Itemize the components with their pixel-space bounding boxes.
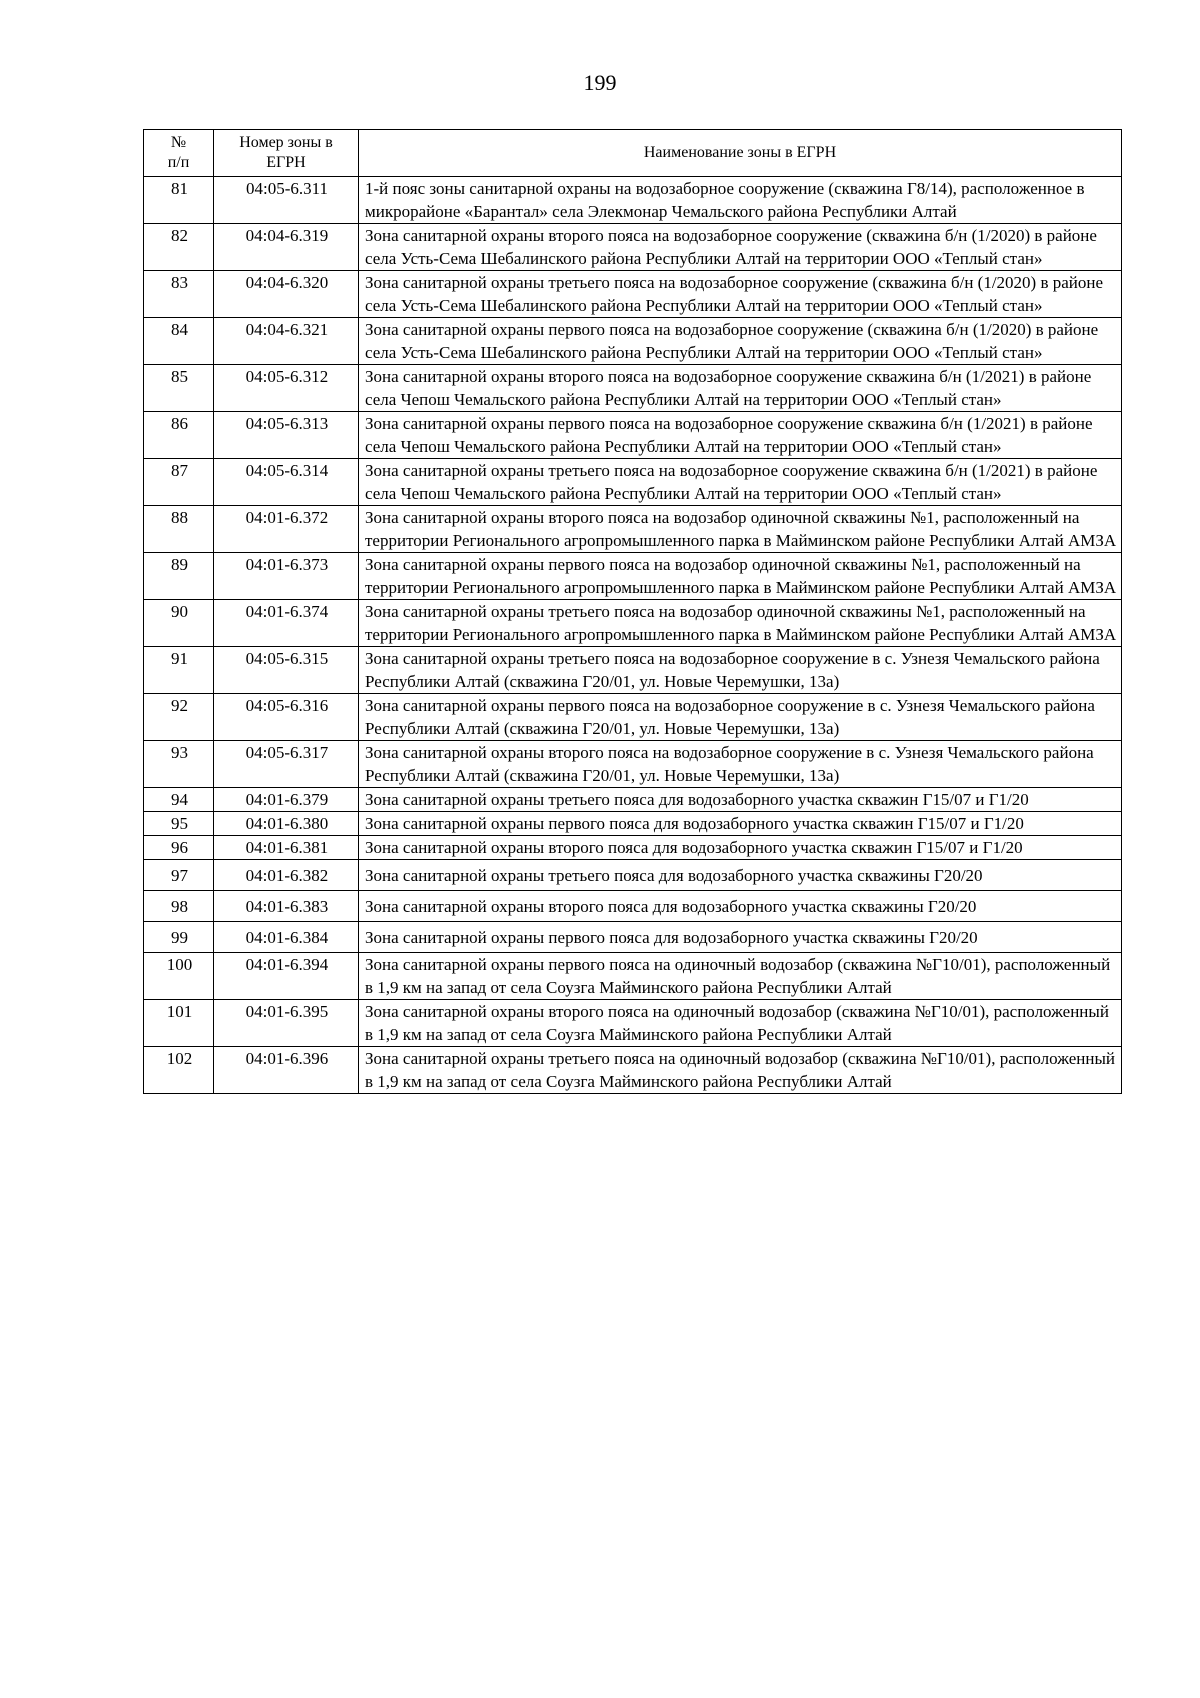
cell-code: 04:01-6.396 — [214, 1047, 359, 1094]
cell-num: 93 — [144, 741, 214, 788]
cell-num: 98 — [144, 891, 214, 922]
cell-name: Зона санитарной охраны третьего пояса на одиночный водозабор (скважина №Г10/01), расположенный в 1,9 км на запад от села Соузга Майминского района Республики Алтай — [359, 1047, 1122, 1094]
cell-num: 92 — [144, 694, 214, 741]
cell-code: 04:05-6.316 — [214, 694, 359, 741]
cell-name: Зона санитарной охраны третьего пояса для водозаборного участка скважин Г15/07 и Г1/20 — [359, 788, 1122, 812]
cell-code: 04:01-6.384 — [214, 922, 359, 953]
table-row — [144, 788, 1122, 812]
cell-name: Зона санитарной охраны первого пояса на водозаборное сооружение в с. Узнезя Чемальского района Республики Алтай (скважина Г20/01, ул. Новые Черемушки, 13а) — [359, 694, 1122, 741]
cell-num: 95 — [144, 812, 214, 836]
table-body — [144, 177, 1122, 1094]
cell-name: Зона санитарной охраны второго пояса на водозаборное сооружение скважина б/н (1/2021) в районе села Чепош Чемальского района Республики Алтай на территории ООО «Теплый стан» — [359, 365, 1122, 412]
cell-name: 1-й пояс зоны санитарной охраны на водозаборное сооружение (скважина Г8/14), расположенное в микрорайоне «Барантал» села Элекмонар Чемальского района Республики Алтай — [359, 177, 1122, 224]
cell-num: 84 — [144, 318, 214, 365]
cell-num: 90 — [144, 600, 214, 647]
cell-code: 04:04-6.320 — [214, 271, 359, 318]
cell-code: 04:01-6.382 — [214, 860, 359, 891]
header-name: Наименование зоны в ЕГРН — [359, 130, 1122, 177]
cell-name: Зона санитарной охраны второго пояса на водозаборное сооружение (скважина б/н (1/2020) в районе села Усть-Сема Шебалинского района Республики Алтай на территории ООО «Теплый стан» — [359, 224, 1122, 271]
cell-name: Зона санитарной охраны третьего пояса на водозаборное сооружение скважина б/н (1/2021) в районе села Чепош Чемальского района Республики Алтай на территории ООО «Теплый стан» — [359, 459, 1122, 506]
table-row — [144, 553, 1122, 600]
cell-name: Зона санитарной охраны первого пояса для водозаборного участка скважин Г15/07 и Г1/20 — [359, 812, 1122, 836]
table-row — [144, 953, 1122, 1000]
cell-num: 82 — [144, 224, 214, 271]
cell-num: 86 — [144, 412, 214, 459]
cell-num: 100 — [144, 953, 214, 1000]
cell-name: Зона санитарной охраны третьего пояса для водозаборного участка скважины Г20/20 — [359, 860, 1122, 891]
cell-code: 04:01-6.372 — [214, 506, 359, 553]
table-row — [144, 506, 1122, 553]
table-row — [144, 459, 1122, 506]
page-number: 199 — [583, 70, 617, 95]
cell-code: 04:05-6.317 — [214, 741, 359, 788]
cell-name: Зона санитарной охраны второго пояса для водозаборного участка скважин Г15/07 и Г1/20 — [359, 836, 1122, 860]
cell-name: Зона санитарной охраны второго пояса на водозаборное сооружение в с. Узнезя Чемальского района Республики Алтай (скважина Г20/01, ул. Новые Черемушки, 13а) — [359, 741, 1122, 788]
table-row — [144, 812, 1122, 836]
cell-num: 85 — [144, 365, 214, 412]
table-row — [144, 922, 1122, 953]
header-code: Номер зоны в ЕГРН — [214, 130, 359, 177]
table-row — [144, 412, 1122, 459]
cell-num: 94 — [144, 788, 214, 812]
table-row — [144, 365, 1122, 412]
cell-code: 04:04-6.321 — [214, 318, 359, 365]
table-row — [144, 1000, 1122, 1047]
table-row — [144, 694, 1122, 741]
cell-num: 96 — [144, 836, 214, 860]
cell-code: 04:05-6.314 — [214, 459, 359, 506]
table-row — [144, 860, 1122, 891]
cell-name: Зона санитарной охраны второго пояса для водозаборного участка скважины Г20/20 — [359, 891, 1122, 922]
cell-code: 04:04-6.319 — [214, 224, 359, 271]
cell-num: 88 — [144, 506, 214, 553]
cell-name: Зона санитарной охраны третьего пояса на водозабор одиночной скважины №1, расположенный на территории Регионального агропромышленного парка в Майминском районе Республики Алтай АМЗА — [359, 600, 1122, 647]
table-row — [144, 836, 1122, 860]
cell-name: Зона санитарной охраны первого пояса на водозаборное сооружение скважина б/н (1/2021) в районе села Чепош Чемальского района Республики Алтай на территории ООО «Теплый стан» — [359, 412, 1122, 459]
cell-num: 91 — [144, 647, 214, 694]
cell-num: 83 — [144, 271, 214, 318]
zones-table — [143, 129, 1122, 1094]
cell-code: 04:01-6.395 — [214, 1000, 359, 1047]
table-row — [144, 224, 1122, 271]
cell-code: 04:01-6.380 — [214, 812, 359, 836]
cell-code: 04:05-6.312 — [214, 365, 359, 412]
cell-name: Зона санитарной охраны первого пояса на водозабор одиночной скважины №1, расположенный на территории Регионального агропромышленного парка в Майминском районе Республики Алтай АМЗА — [359, 553, 1122, 600]
cell-code: 04:01-6.374 — [214, 600, 359, 647]
cell-code: 04:05-6.315 — [214, 647, 359, 694]
cell-num: 102 — [144, 1047, 214, 1094]
table-row — [144, 647, 1122, 694]
cell-code: 04:01-6.381 — [214, 836, 359, 860]
header-num: № п/п — [144, 130, 214, 177]
cell-num: 81 — [144, 177, 214, 224]
cell-name: Зона санитарной охраны второго пояса на одиночный водозабор (скважина №Г10/01), расположенный в 1,9 км на запад от села Соузга Майминского района Республики Алтай — [359, 1000, 1122, 1047]
cell-num: 97 — [144, 860, 214, 891]
table-row — [144, 271, 1122, 318]
table-row — [144, 600, 1122, 647]
cell-code: 04:01-6.383 — [214, 891, 359, 922]
cell-code: 04:01-6.379 — [214, 788, 359, 812]
table-row — [144, 741, 1122, 788]
cell-code: 04:05-6.311 — [214, 177, 359, 224]
cell-name: Зона санитарной охраны первого пояса на одиночный водозабор (скважина №Г10/01), расположенный в 1,9 км на запад от села Соузга Майминского района Республики Алтай — [359, 953, 1122, 1000]
cell-name: Зона санитарной охраны третьего пояса на водозаборное сооружение в с. Узнезя Чемальского района Республики Алтай (скважина Г20/01, ул. Новые Черемушки, 13а) — [359, 647, 1122, 694]
cell-code: 04:05-6.313 — [214, 412, 359, 459]
cell-num: 87 — [144, 459, 214, 506]
cell-code: 04:01-6.394 — [214, 953, 359, 1000]
table-row — [144, 1047, 1122, 1094]
cell-name: Зона санитарной охраны первого пояса на водозаборное сооружение (скважина б/н (1/2020) в районе села Усть-Сема Шебалинского района Республики Алтай на территории ООО «Теплый стан» — [359, 318, 1122, 365]
table-header-row — [144, 130, 1122, 177]
table-row — [144, 891, 1122, 922]
cell-name: Зона санитарной охраны третьего пояса на водозаборное сооружение (скважина б/н (1/2020) в районе села Усть-Сема Шебалинского района Республики Алтай на территории ООО «Теплый стан» — [359, 271, 1122, 318]
cell-num: 89 — [144, 553, 214, 600]
table-row — [144, 318, 1122, 365]
cell-name: Зона санитарной охраны второго пояса на водозабор одиночной скважины №1, расположенный на территории Регионального агропромышленного парка в Майминском районе Республики Алтай АМЗА — [359, 506, 1122, 553]
cell-name: Зона санитарной охраны первого пояса для водозаборного участка скважины Г20/20 — [359, 922, 1122, 953]
cell-num: 101 — [144, 1000, 214, 1047]
cell-num: 99 — [144, 922, 214, 953]
cell-code: 04:01-6.373 — [214, 553, 359, 600]
table-row — [144, 177, 1122, 224]
